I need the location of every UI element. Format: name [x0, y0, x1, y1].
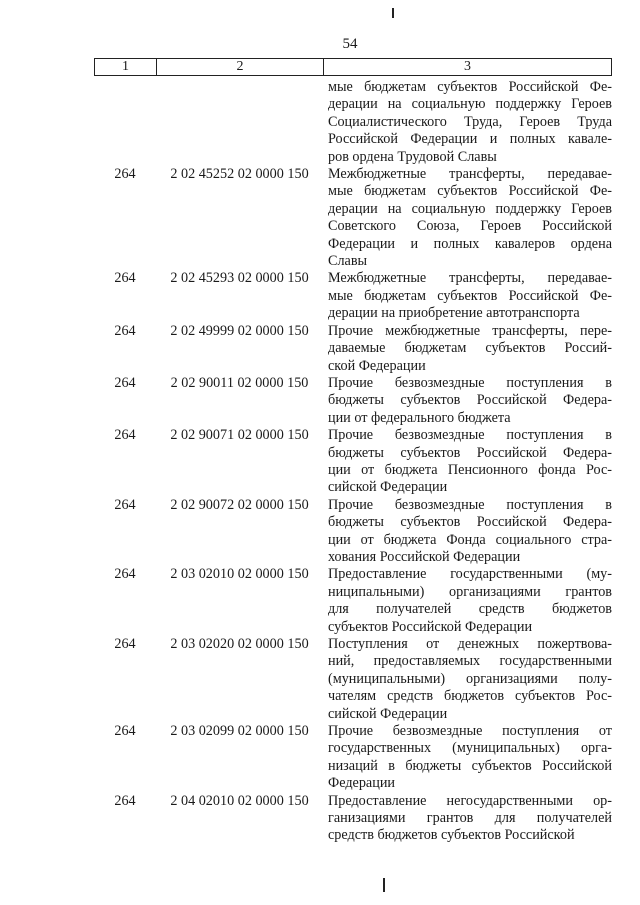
table-row-continuation — [94, 79, 612, 166]
revenue-code-cell: 2 02 45293 02 0000 150 — [170, 270, 309, 287]
revenue-name-cell — [323, 723, 612, 793]
admin-code-cell: 264 — [114, 723, 136, 740]
text-line: Советского Союза, Героев Российской — [328, 218, 612, 235]
revenue-name-cell — [323, 323, 612, 375]
text-line: Социалистического Труда, Героев Труда — [328, 113, 612, 130]
revenue-code-cell: 2 03 02020 02 0000 150 — [170, 636, 309, 652]
admin-code-cell: 264 — [114, 566, 136, 583]
revenue-code-cell: 2 03 02099 02 0000 150 — [170, 723, 309, 740]
revenue-code-cell: 2 03 02010 02 0000 150 — [170, 566, 309, 583]
table-row — [94, 723, 612, 793]
text-line: для получателей средств бюджетов — [328, 601, 612, 618]
revenue-code-cell: 2 02 45252 02 0000 150 — [170, 166, 309, 183]
text-line: субъектов Российской Федерации — [328, 618, 533, 635]
table-rows — [94, 166, 612, 845]
text-line: бюджеты субъектов Российской Федера- — [328, 514, 612, 531]
text-line: мые бюджетам субъектов Российской Фе- — [328, 183, 612, 200]
table-row — [94, 566, 612, 636]
revenue-name-cell — [323, 270, 612, 322]
text-line: Прочие безвозмездные поступления в — [328, 374, 612, 391]
table-row — [94, 323, 612, 375]
text-line: Предоставление государственными (му- — [328, 566, 612, 583]
text-line: Межбюджетные трансферты, передавае- — [328, 166, 612, 183]
text-line: Предоставление негосударственными ор- — [328, 792, 612, 809]
revenue-name-cell — [323, 427, 612, 497]
text-line: Российской Федерации и полных кавале- — [328, 131, 612, 148]
admin-code-cell: 264 — [114, 270, 136, 287]
revenue-code-cell: 2 02 90071 02 0000 150 — [170, 427, 309, 444]
text-line: Федерации — [328, 775, 396, 792]
text-line: бюджеты субъектов Российской Федера- — [328, 444, 612, 461]
text-line: государственных (муниципальных) орга- — [328, 740, 612, 757]
revenue-code-cell: 2 02 49999 02 0000 150 — [170, 322, 309, 339]
text-line: хования Российской Федерации — [328, 548, 521, 565]
admin-code-cell: 264 — [114, 166, 136, 183]
revenue-name-cell — [323, 566, 612, 636]
table-header — [94, 58, 612, 76]
text-line: средств бюджетов субъектов Российской — [328, 827, 575, 844]
text-line: ской Федерации — [328, 357, 426, 374]
revenue-name-cell — [323, 166, 612, 270]
text-line: ции от бюджета Пенсионного фонда Рос- — [328, 461, 612, 478]
text-line: сийской Федерации — [328, 705, 448, 722]
text-line: низаций в бюджеты субъектов Российской — [328, 757, 612, 774]
table-row — [94, 270, 612, 322]
text-line: Прочие безвозмездные поступления в — [328, 496, 612, 513]
header-col-3: 3 — [464, 59, 471, 74]
text-line: Прочие межбюджетные трансферты, пере- — [328, 322, 612, 339]
revenue-code-cell: 2 02 90072 02 0000 150 — [170, 496, 309, 513]
text-line: ции от бюджета Фонда социального стра- — [328, 531, 612, 548]
text-line: (муниципальными) организациями полу- — [328, 670, 612, 687]
revenue-code-cell — [156, 79, 323, 166]
header-col-1: 1 — [95, 59, 157, 75]
text-line: дерации на социальную поддержку Героев — [328, 200, 612, 217]
text-line: мые бюджетам субъектов Российской Фе- — [328, 79, 612, 95]
revenue-name-cell — [323, 375, 612, 427]
admin-code-cell: 264 — [114, 636, 136, 652]
admin-code-cell: 264 — [114, 374, 136, 391]
scan-mark-bottom — [383, 878, 385, 892]
revenue-name-cell — [323, 497, 612, 567]
admin-code-cell: 264 — [114, 792, 136, 809]
table-row — [94, 636, 612, 723]
admin-code-cell — [94, 79, 156, 166]
scan-mark-top — [392, 8, 394, 18]
table-row — [94, 166, 612, 270]
text-line: Прочие безвозмездные поступления в — [328, 427, 612, 444]
text-line: бюджеты субъектов Российской Федера- — [328, 392, 612, 409]
text-line: ниципальными) организациями грантов — [328, 583, 612, 600]
text-line: даваемые бюджетам субъектов Россий- — [328, 340, 612, 357]
text-line: ров ордена Трудовой Славы — [328, 148, 497, 165]
revenue-name-cell — [323, 636, 612, 723]
text-line: Славы — [328, 253, 368, 270]
text-line: сийской Федерации — [328, 479, 448, 496]
table-body — [94, 79, 612, 845]
admin-code-cell: 264 — [114, 427, 136, 444]
revenue-code-cell: 2 04 02010 02 0000 150 — [170, 792, 309, 809]
text-line: Межбюджетные трансферты, передавае- — [328, 270, 612, 287]
text-line: дерации на социальную поддержку Героев — [328, 96, 612, 113]
admin-code-cell: 264 — [114, 496, 136, 513]
text-line: Поступления от денежных пожертвова- — [328, 636, 612, 652]
text-line: Федерации и полных кавалеров ордена — [328, 235, 612, 252]
page-number: 54 — [342, 36, 358, 52]
text-line: дерации на приобретение автотранспорта — [328, 305, 580, 322]
table-row — [94, 427, 612, 497]
text-line: ний, предоставляемых государственными — [328, 653, 612, 670]
text-line: ганизациями грантов для получателей — [328, 810, 612, 827]
table-row — [94, 793, 612, 845]
revenue-code-cell: 2 02 90011 02 0000 150 — [170, 374, 309, 391]
text-line: Прочие безвозмездные поступления от — [328, 723, 612, 740]
revenue-name-cell — [323, 793, 612, 845]
admin-code-cell: 264 — [114, 322, 136, 339]
header-col-2: 2 — [157, 59, 324, 75]
text-line: ции от федерального бюджета — [328, 409, 511, 426]
text-line: мые бюджетам субъектов Российской Фе- — [328, 287, 612, 304]
revenue-name-cell — [323, 79, 612, 166]
table-row — [94, 375, 612, 427]
text-line: чателям средств бюджетов субъектов Рос- — [328, 688, 612, 705]
table-row — [94, 497, 612, 567]
